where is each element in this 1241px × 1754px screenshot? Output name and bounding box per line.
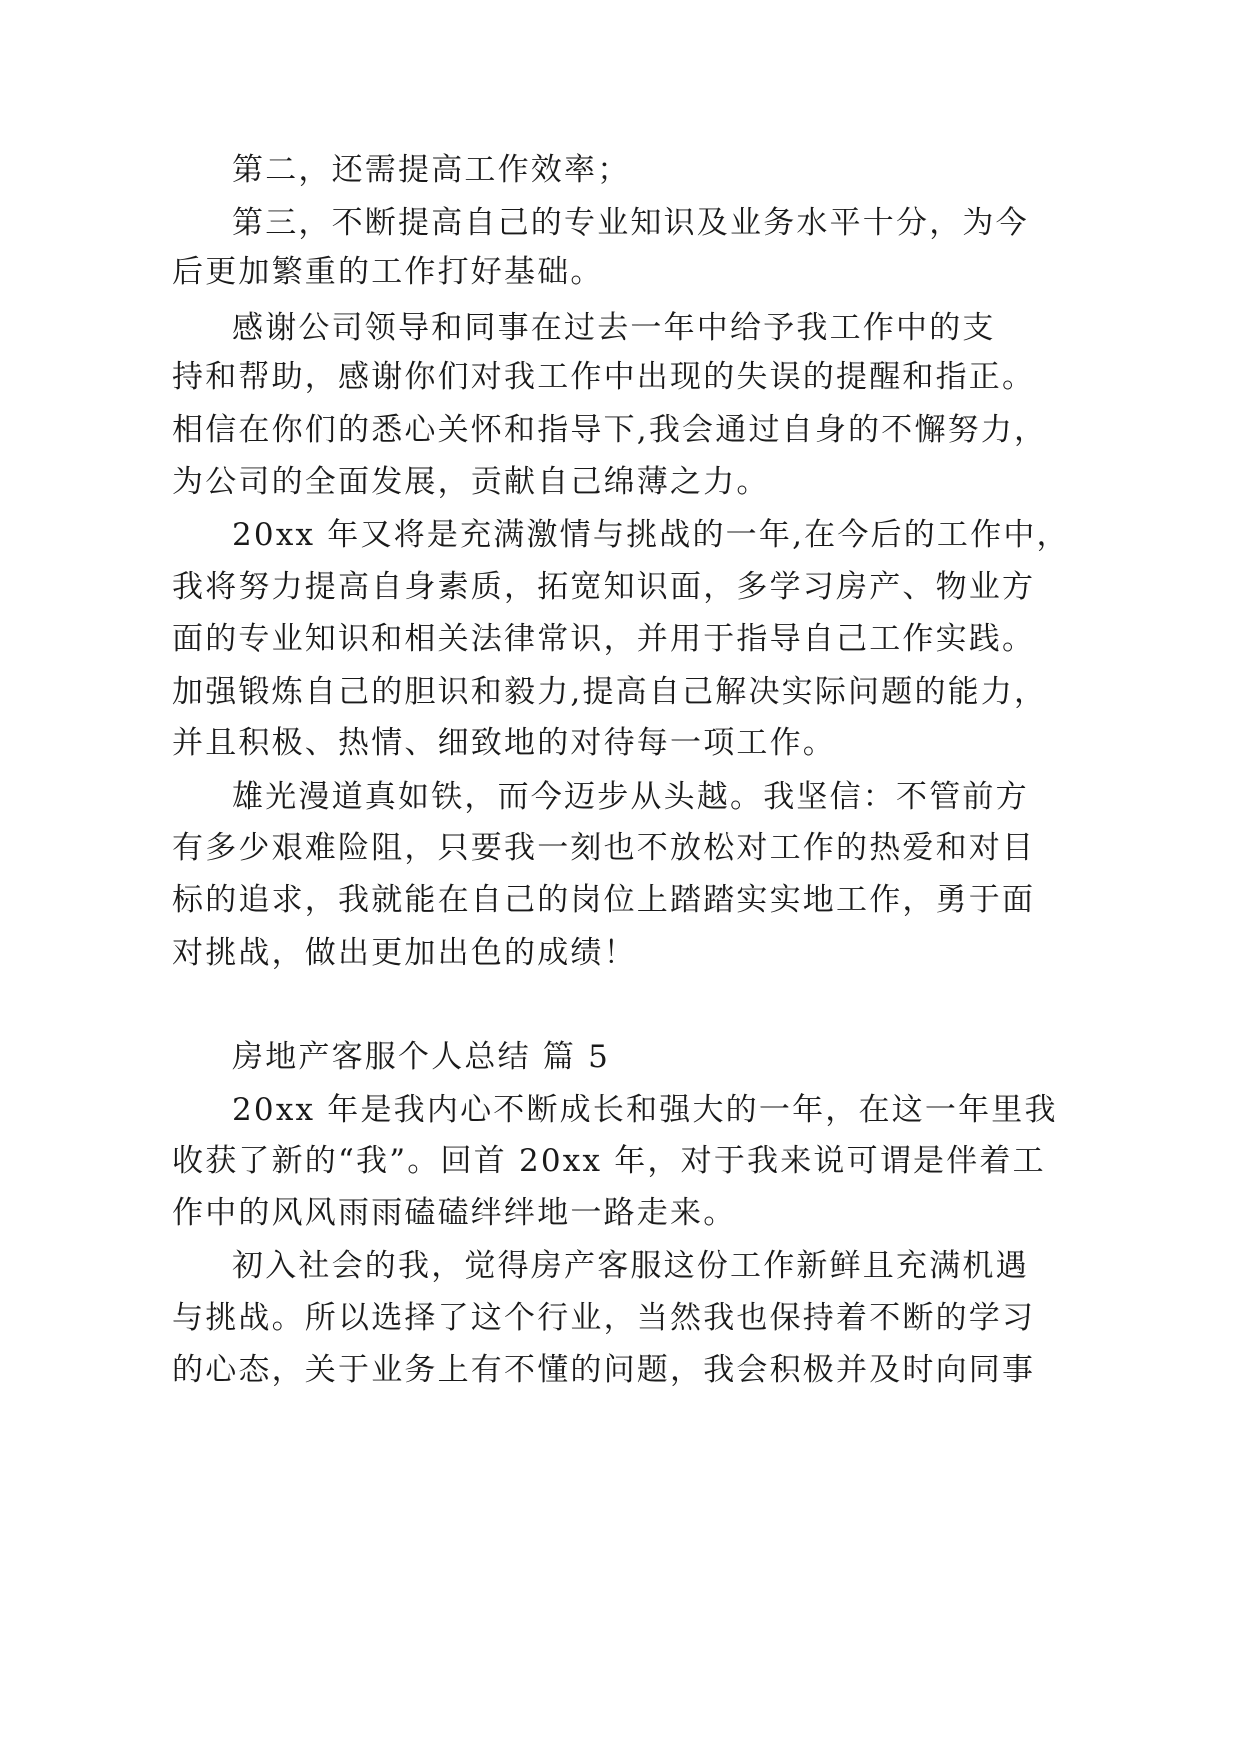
text-line: 相信在你们的悉心关怀和指导下,我会通过自身的不懈努力， bbox=[172, 412, 1048, 448]
text-line: 感谢公司领导和同事在过去一年中给予我工作中的支 bbox=[232, 310, 996, 346]
text-line: 的心态，关于业务上有不懂的问题，我会积极并及时向同事 bbox=[172, 1352, 1036, 1388]
text-line: 初入社会的我，觉得房产客服这份工作新鲜且充满机遇 bbox=[232, 1248, 1029, 1284]
text-line: 后更加繁重的工作打好基础。 bbox=[172, 254, 604, 290]
text-line: 有多少艰难险阻，只要我一刻也不放松对工作的热爱和对目 bbox=[172, 830, 1036, 866]
text-line: 收获了新的“我”。回首 20xx 年，对于我来说可谓是伴着工 bbox=[172, 1143, 1046, 1179]
text-line: 20xx 年是我内心不断成长和强大的一年，在这一年里我 bbox=[232, 1092, 1058, 1128]
text-line: 为公司的全面发展，贡献自己绵薄之力。 bbox=[172, 464, 770, 500]
text-line: 面的专业知识和相关法律常识，并用于指导自己工作实践。 bbox=[172, 621, 1036, 657]
text-line: 标的追求，我就能在自己的岗位上踏踏实实地工作，勇于面 bbox=[172, 882, 1036, 918]
text-line: 雄光漫道真如铁，而今迈步从头越。我坚信：不管前方 bbox=[232, 779, 1029, 815]
text-line: 20xx 年又将是充满激情与挑战的一年,在今后的工作中， bbox=[232, 517, 1070, 553]
text-line: 持和帮助，感谢你们对我工作中出现的失误的提醒和指正。 bbox=[172, 359, 1036, 395]
text-line: 加强锻炼自己的胆识和毅力,提高自己解决实际问题的能力， bbox=[172, 674, 1048, 710]
text-line: 第二，还需提高工作效率； bbox=[232, 152, 631, 188]
text-line: 作中的风风雨雨磕磕绊绊地一路走来。 bbox=[172, 1195, 737, 1231]
text-line: 并且积极、热情、细致地的对待每一项工作。 bbox=[172, 725, 836, 761]
text-line: 对挑战，做出更加出色的成绩！ bbox=[172, 935, 637, 971]
section-heading: 房地产客服个人总结 篇 5 bbox=[232, 1039, 611, 1075]
text-line: 与挑战。所以选择了这个行业，当然我也保持着不断的学习 bbox=[172, 1300, 1036, 1336]
text-line: 我将努力提高自身素质，拓宽知识面，多学习房产、物业方 bbox=[172, 569, 1036, 605]
text-line: 第三，不断提高自己的专业知识及业务水平十分，为今 bbox=[232, 205, 1029, 241]
